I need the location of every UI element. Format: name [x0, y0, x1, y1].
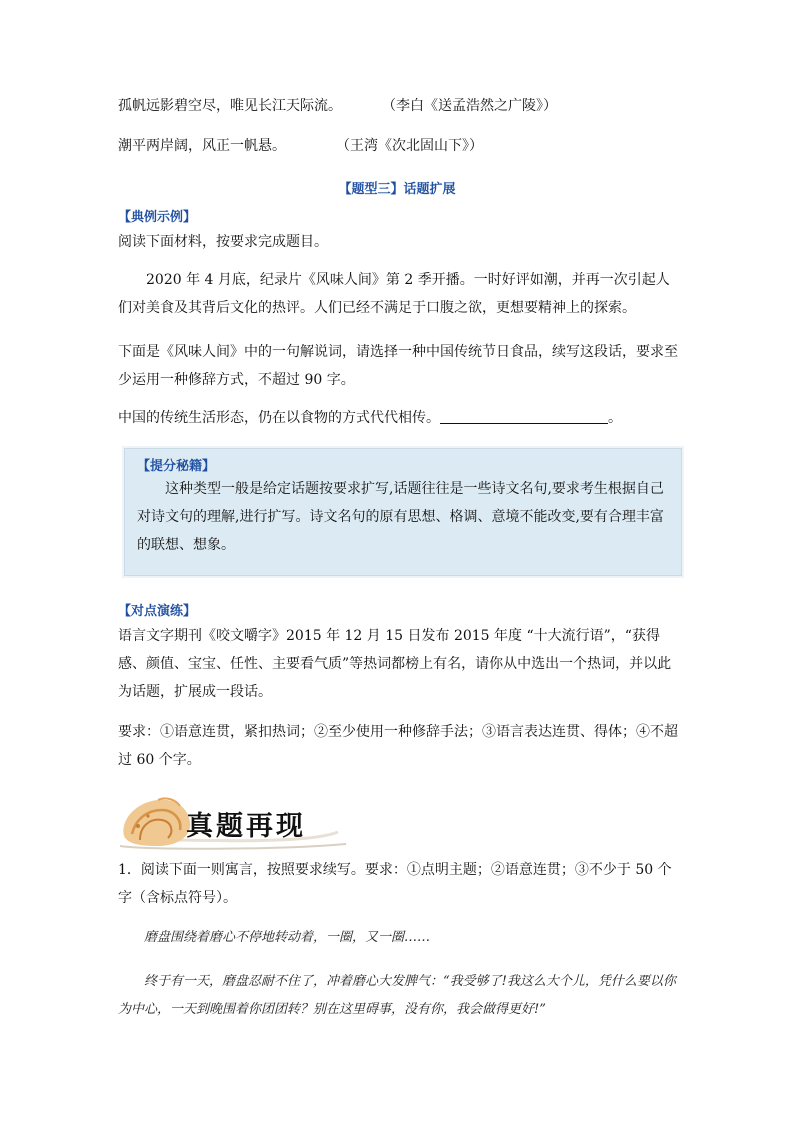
example-paragraph-2: 下面是《风味人间》中的一句解说词，请选择一种中国传统节日食品，续写这段话，要求至少运用一种修辞方式，不超过 90 字。 [118, 344, 678, 388]
prompt-text: 中国的传统生活形态，仍在以食物的方式代代相传。 [118, 410, 440, 426]
story-paragraph-2: 终于有一天，磨盘忍耐不住了，冲着磨心大发脾气：“我受够了!我这么大个儿，凭什么要以你为中心，一天到晚围着你团团转？别在这里碍事，没有你，我会做得更好!” [118, 974, 676, 1017]
example-instruction: 阅读下面材料，按要求完成题目。 [118, 234, 328, 250]
example-label: 【典例示例】 [118, 210, 197, 225]
section-heading: 【题型三】话题扩展 [338, 182, 456, 197]
section-banner [118, 796, 350, 850]
poem-source: （李白《送孟浩然之广陵》） [382, 98, 557, 114]
tip-box [124, 448, 682, 576]
example-paragraph-1: 2020 年 4 月底，纪录片《风味人间》第 2 季开播。一时好评如潮，并再一次引起人们对美食及其背后文化的热评。人们已经不满足于口腹之欲，更想要精神上的探索。 [118, 272, 670, 316]
prompt-end: 。 [608, 410, 622, 426]
practice-paragraph-2: 要求：①语意连贯，紧扣热词；②至少使用一种修辞手法；③语言表达连贯、得体；④不超过 60 个字。 [118, 724, 678, 768]
story-paragraph-1: 磨盘围绕着磨心不停地转动着，一圈，又一圈…… [144, 930, 431, 945]
banner-title: 真题再现 [186, 811, 306, 842]
practice-label: 【对点演练】 [118, 604, 197, 619]
practice-paragraph-1: 语言文字期刊《咬文嚼字》2015 年 12 月 15 日发布 2015 年度 “十大流行语”，“获得感、颜值、宝宝、任性、主要看气质”等热词都榜上有名，请你从中选出一个热词，并以此为话题，扩展成一段话。 [118, 628, 672, 700]
answer-blank[interactable] [440, 409, 608, 424]
tip-text: 这种类型一般是给定话题按要求扩写,话题往往是一些诗文名句,要求考生根据自己对诗文句的理解,进行扩写。诗文名句的原有思想、格调、意境不能改变,要有合理丰富的联想、想象。 [137, 481, 664, 553]
poem-line-2 [118, 136, 286, 156]
poem-text: 孤帆远影碧空尽，唯见长江天际流。 [118, 98, 342, 114]
tip-title: 【提分秘籍】 [137, 459, 216, 474]
question-1: 1．阅读下面一则寓言，按照要求续写。要求：①点明主题；②语意连贯；③不少于 50 个字（含标点符号）。 [118, 862, 672, 906]
poem-text: 潮平两岸阔，风正一帆悬。 [118, 138, 286, 154]
example-prompt [118, 404, 678, 432]
poem-source: （王湾《次北固山下》） [336, 138, 483, 154]
poem-line-1 [118, 96, 342, 116]
